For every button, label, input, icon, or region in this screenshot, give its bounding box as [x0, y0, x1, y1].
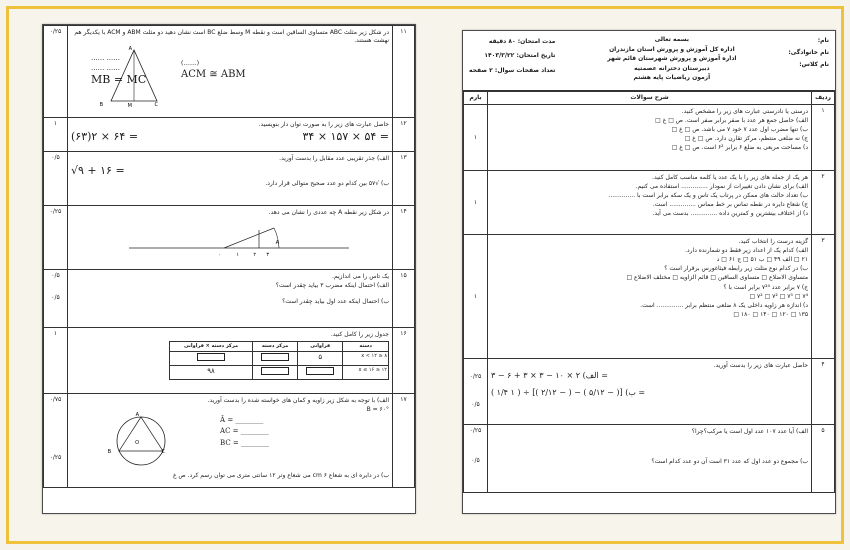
question-row-15 [44, 270, 415, 328]
question-text: در شکل زیر مثلث ABC متساوی الساقین است و نقطه M وسط ضلع BC است نشان دهید دو مثلث ABM و ACM با یکدیگر هم نهشت هستند. [74, 29, 389, 45]
class-label: نام کلاس: [799, 61, 829, 68]
question-row-16 [44, 328, 415, 394]
svg-text:C: C [161, 449, 165, 456]
question-body [68, 328, 393, 394]
question-number: ۴ [812, 359, 835, 425]
question-score: ۱ [44, 118, 68, 152]
question-row-13 [44, 152, 415, 206]
question-body [68, 394, 393, 488]
table-header: دسته [343, 342, 389, 352]
expression-b: ۳۴ × ۱۵۷ × ۵۴ = [302, 130, 389, 144]
table-cell: ۸ ≤ x < ۱۲ [343, 351, 389, 365]
question-number: ۱۱ [393, 26, 415, 118]
question-row-2 [464, 171, 835, 235]
question-score: ۰/۲۵ [44, 206, 68, 270]
question-number: ۱۶ [393, 328, 415, 394]
question-row-14 [44, 206, 415, 270]
header-org2: اداره آموزش و پرورش شهرستان قائم شهر [607, 55, 737, 63]
question-number: ۱ [812, 105, 835, 171]
question-row-1 [464, 105, 835, 171]
svg-text:B: B [107, 449, 111, 456]
exam-page-2 [42, 24, 416, 514]
svg-text:M: M [127, 103, 132, 109]
question-number: ۱۴ [393, 206, 415, 270]
question-text: جدول زیر را کامل کنید. [330, 331, 389, 338]
question-subpart-b: ب) در دایره ای به شعاع ۶ cm می شعاع وتر ۱۲ سانتی متری می توان رسم کرد. ص غ [172, 472, 389, 480]
proof-dots-line-2: ...... ...... [91, 63, 120, 72]
question-number: ۲ [812, 171, 835, 235]
expression-a: (۶۳)۲ × ۶۴ = [71, 130, 139, 144]
axis-label-0: ۰ [218, 252, 221, 259]
question-number: ۱۵ [393, 270, 415, 328]
question-number: ۱۷ [393, 394, 415, 488]
question-score: ۱ [44, 328, 68, 394]
exam-header [463, 31, 835, 91]
question-number: ۱۳ [393, 152, 415, 206]
question-text: حاصل عبارت های زیر را به صورت توان دار بنویسید. [258, 121, 389, 128]
family-label: نام خانوادگی: [788, 49, 829, 56]
svg-text:C: C [154, 102, 158, 109]
question-body [68, 152, 393, 206]
question-body: الف) آیا عدد ۱۰۷ عدد اول است یا مرکب؟چرا؟ ب) مجموع دو عدد اول که عدد ۳۱ است آن دو عدد کدام است؟ [488, 425, 812, 493]
question-number: ۱۲ [393, 118, 415, 152]
table-header: مرکز دسته [253, 342, 298, 352]
exam-page-1 [462, 30, 836, 514]
col-header-row: ردیف [812, 92, 835, 105]
expression-b: ب) [( − ۵/۱۲ ) − ( − ۲/۱۲ )] ÷ ( ۱ ۱/۴ ) = [491, 387, 646, 397]
question-body [68, 26, 393, 118]
question-text: یک تاس را می اندازیم. [332, 273, 389, 280]
header-title: بسمه تعالی [654, 36, 690, 43]
question-row-17 [44, 394, 415, 488]
table-cell: ۱۲ ≤ x ≤ ۱۶ [343, 365, 389, 379]
question-row-5 [464, 425, 835, 493]
question-score: ۰/۵ [44, 152, 68, 206]
svg-text:B: B [99, 102, 103, 109]
name-label: نام: [817, 37, 829, 44]
question-body: حاصل عبارت های زیر را بدست آورید. الف) ۲ × ۱۰ − ۳ × ۳ + ۶ − ۳ = ب) [( − ۵/۱۲ ) − ( − ۲/۱۲ )] ÷ ( ۱ ۱/۴ ) = [488, 359, 812, 425]
question-score: ۱ [464, 105, 488, 171]
table-header: فراوانی [298, 342, 343, 352]
question-subpart-b: ب) احتمال اینکه عدد اول بیاید چقدر است؟ [282, 298, 389, 306]
question-body: گزینه درست را انتخاب کنید. الف) کدام یک از اعداد زیر فقط دو شمارنده دارد. ۲۱ □ الف ۴۹ □ ب ۵۱ □ ج ۶۱ □ د ب) در کدام نوع مثلث زیر رابطه فیثاغورس برقرار است ؟ متساوی الاضلاع □ متساوی الساقین □ قائم الزاویه □ مختلف الاضلاع □ ج) ۷ برابر عدد ۷²⁴ برابر است با ؟ ۷⁴ □ ۷⁵ □ ۷² □ ۷² □ د) اندازه هر زاویه داخلی یک ۸ ضلعی منتظم برابر .............. است. ۱۳۵ □ ۱۲۰ □ ۱۴۰ □ ۱۸۰ □ [488, 235, 812, 359]
question-text: الف) با توجه به شکل زیر زاویه و کمان های خواسته شده را بدست آورید. [207, 397, 389, 404]
table-cell-empty [253, 351, 298, 365]
question-text: در شکل زیر نقطه A چه عددی را نشان می دهد. [268, 209, 389, 216]
table-header: مرکز دسته × فراوانی [170, 342, 253, 352]
question-subpart-a: الف) احتمال اینکه مضرب ۳ بیاید چقدر است؟ [275, 282, 389, 290]
question-text: الف) جذر تقریبی عدد مقابل را بدست آورید. [279, 155, 389, 162]
questions-table-page-2 [43, 25, 415, 488]
table-cell-empty [253, 365, 298, 379]
header-exam: آزمون ریاضیات پایه هشتم [633, 74, 711, 82]
question-score: ۱ [464, 235, 488, 359]
question-score: ۰/۲۵ ۰/۵ [464, 425, 488, 493]
answer-line-a: Â = ________ [220, 416, 264, 425]
answer-line-ac: AC = ________ [220, 427, 269, 436]
angle-given: B = ۶۰° [366, 406, 389, 414]
exam-pages: تعداد صفحات سوال: ۲ صفحه [469, 66, 556, 74]
svg-text:A: A [128, 46, 132, 53]
svg-text:O: O [135, 440, 139, 447]
table-cell: ۹۸ [170, 365, 253, 379]
question-score: ۱ [464, 171, 488, 235]
table-cell: ۵ [298, 351, 343, 365]
questions-table-page-1 [463, 91, 835, 493]
table-cell-empty [170, 351, 253, 365]
question-score: ۰/۷۵ ۰/۲۵ [44, 394, 68, 488]
root-expression: √۹ + ۱۶ = [71, 164, 125, 178]
question-row-12 [44, 118, 415, 152]
point-a-label: A [275, 240, 279, 247]
proof-reason: (.......) [181, 60, 200, 68]
question-subpart: ب) √۵۷ بین کدام دو عدد صحیح متوالی قرار دارد. [265, 179, 389, 187]
header-org1: اداره کل آموزش و پرورش استان مازندران [609, 45, 735, 53]
frequency-table [169, 341, 389, 380]
table-cell-empty [298, 365, 343, 379]
answer-line-bc: BC = ________ [220, 438, 269, 447]
number-line-diagram [89, 218, 389, 258]
proof-dots-line-1: ...... ...... [91, 54, 120, 63]
exam-duration: مدت امتحان: ۸۰ دقیقه [488, 38, 556, 45]
col-header-questions: شرح سوالات [488, 92, 812, 105]
question-number: ۵ [812, 425, 835, 493]
axis-label-2: ۲ [253, 252, 256, 259]
question-body [68, 270, 393, 328]
question-number: ۳ [812, 235, 835, 359]
column-headers [464, 92, 835, 105]
proof-statement: MB = MC [91, 73, 147, 87]
question-score: ۰/۲۵ [44, 26, 68, 118]
circle-diagram [101, 411, 181, 471]
header-school: دبیرستان دخترانه عصمتیه [634, 64, 710, 72]
question-body [68, 206, 393, 270]
axis-label-3: ۳ [266, 252, 269, 259]
question-row-3 [464, 235, 835, 359]
svg-text:A: A [135, 412, 139, 419]
exam-date: تاریخ امتحان: ۱۴۰۳/۳/۲۲ [484, 52, 556, 60]
question-body: درستی یا نادرستی عبارت های زیر را مشخص کنید. الف) حاصل جمع هر عدد با صفر برابر صفر است. ص □ غ □ ب) تنها مضرب اول عدد ۷ خود ۷ می باشد. ص □ غ □ ج) نه ضلعی منتظم، مرکز تقارن دارد. ص □ غ □ د) مساحت مربعی به ضلع ۶ برابر ۶² است. ص □ غ □ [488, 105, 812, 171]
question-row-4 [464, 359, 835, 425]
proof-conclusion: ACM ≅ ABM [181, 69, 246, 81]
question-score: ۰/۲۵ ۰/۵ [464, 359, 488, 425]
question-score: ۰/۵ ۰/۵ [44, 270, 68, 328]
expression-a: الف) ۲ × ۱۰ − ۳ × ۳ + ۶ − ۳ = [491, 371, 608, 381]
col-header-score: بارم [464, 92, 488, 105]
question-body: هر یک از جمله های زیر را با یک عدد یا کلمه مناسب کامل کنید. الف) برای نشان دادن تغییرات از نمودار .............. استفاده می کنیم. ب) تعداد حالت های ممکن در پرتاب یک تاس و یک سکه برابر است با .............. ج) شعاع دایره در نقطه تماس بر خط مماس .............. است. د) از اختلاف بیشترین و کمترین داده .............. بدست می آید. [488, 171, 812, 235]
axis-label-1: ۱ [236, 252, 239, 259]
question-row-11 [44, 26, 415, 118]
question-body [68, 118, 393, 152]
